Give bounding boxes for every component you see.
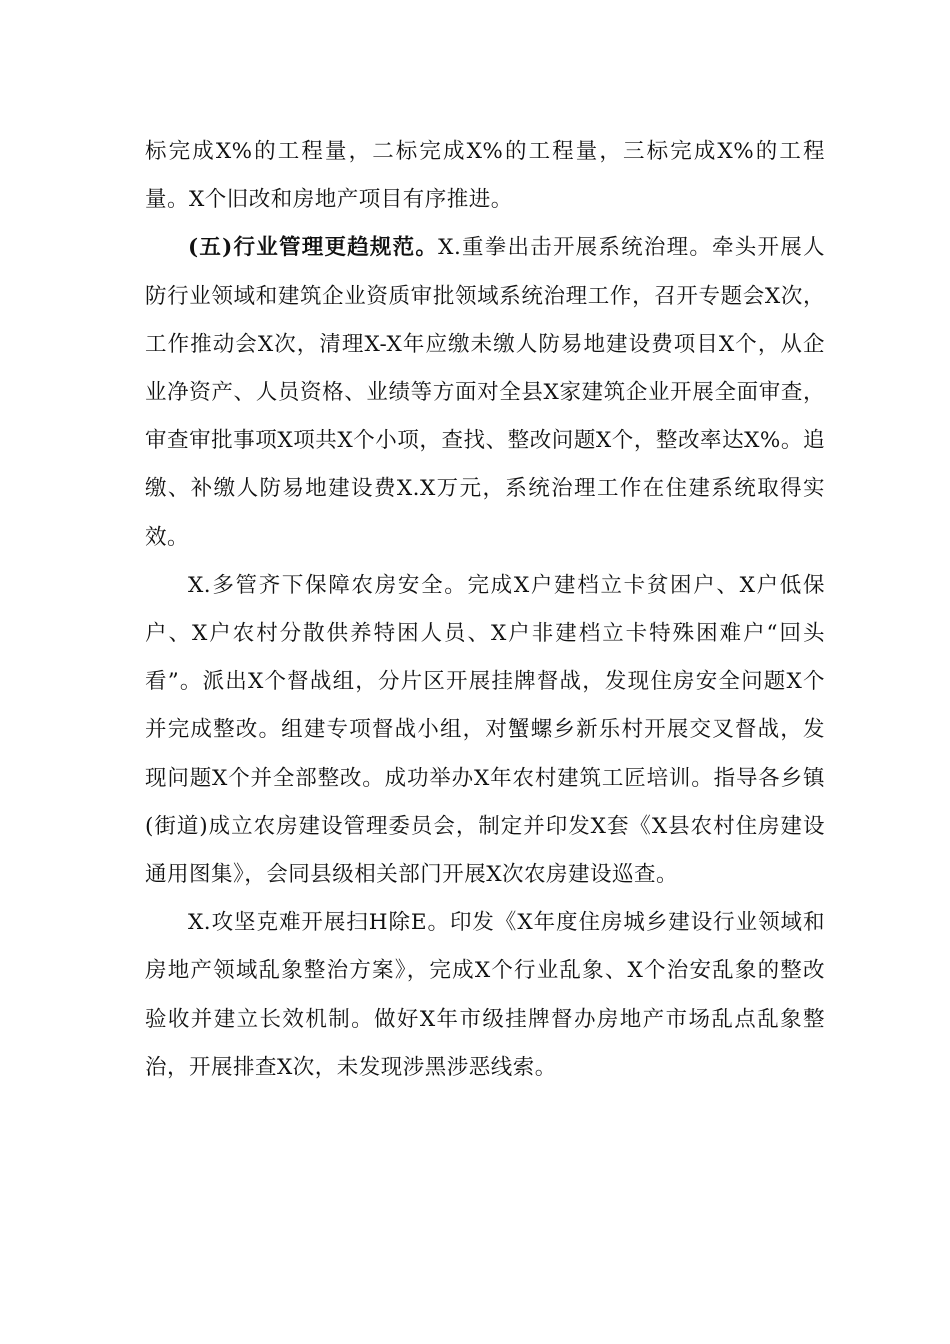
paragraph-text: X.重拳出击开展系统治理。牵头开展人防行业领域和建筑企业资质审批领域系统治理工作，召开专题会X次，工作推动会X次，清理X-X年应缴未缴人防易地建设费项目X个，从企业净资产、人员资格、业绩等方面对全县X家建筑企业开展全面审查，审查审批事项X项共X个小项，查找、整改问题X个，整改率达X%。追缴、补缴人防易地建设费X.X万元，系统治理工作在住建系统取得实效。 [145, 235, 825, 550]
paragraph-continuation [145, 128, 825, 224]
paragraph-text: 标完成X%的工程量，二标完成X%的工程量，三标完成X%的工程量。X个旧改和房地产项目有序推进。 [145, 139, 825, 213]
document-page [145, 128, 825, 1092]
paragraph-rural-housing [145, 562, 825, 899]
section-heading: (五)行业管理更趋规范。 [188, 235, 439, 261]
paragraph-crackdown [145, 899, 825, 1092]
paragraph-text: X.攻坚克难开展扫H除E。印发《X年度住房城乡建设行业领域和房地产领域乱象整治方案》，完成X个行业乱象、X个治安乱象的整改验收并建立长效机制。做好X年市级挂牌督办房地产市场乱点乱象整治，开展排查X次，未发现涉黑涉恶线索。 [145, 910, 825, 1080]
paragraph-text: X.多管齐下保障农房安全。完成X户建档立卡贫困户、X户低保户、X户农村分散供养特困人员、X户非建档立卡特殊困难户“回头看”。派出X个督战组，分片区开展挂牌督战，发现住房安全问题X个并完成整改。组建专项督战小组，对蟹螺乡新乐村开展交叉督战，发现问题X个并全部整改。成功举办X年农村建筑工匠培训。指导各乡镇(街道)成立农房建设管理委员会，制定并印发X套《X县农村住房建设通用图集》，会同县级相关部门开展X次农房建设巡查。 [145, 572, 825, 888]
paragraph-section-five [145, 224, 825, 561]
